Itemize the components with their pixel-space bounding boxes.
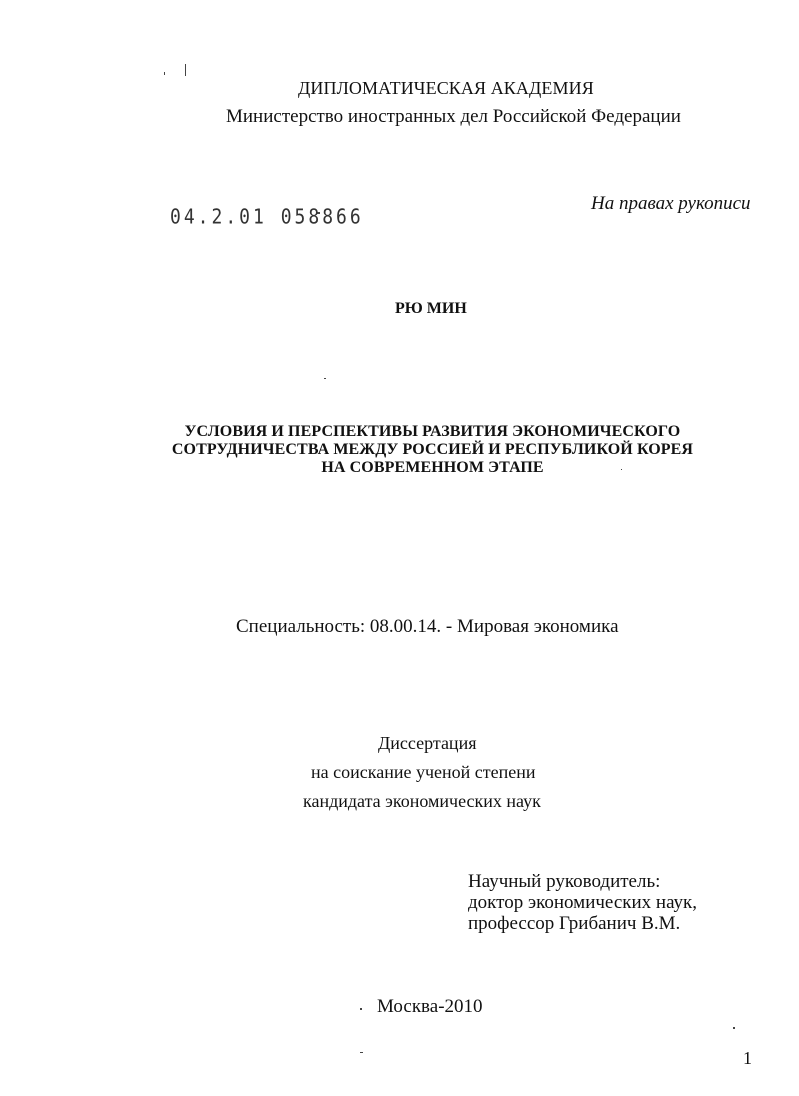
scan-speck [164,72,165,75]
scan-speck [324,378,326,379]
place-year: Москва-2010 [377,996,483,1017]
scan-speck [185,64,186,76]
page-number: 1 [743,1048,752,1068]
dissertation-line: Диссертация [378,733,477,753]
scan-speck [733,1027,735,1029]
academy-name: ДИПЛОМАТИЧЕСКАЯ АКАДЕМИЯ [298,78,594,98]
author-name: РЮ МИН [395,300,467,317]
supervisor-line: профессор Грибанич В.М. [468,913,681,934]
thesis-title-line: НА СОВРЕМЕННОМ ЭТАПЕ [321,459,544,476]
thesis-title-line: УСЛОВИЯ И ПЕРСПЕКТИВЫ РАЗВИТИЯ ЭКОНОМИЧЕСКОГО [184,423,681,440]
scan-speck [360,1008,362,1010]
supervisor-line: Научный руководитель: [468,871,661,892]
thesis-title-line: СОТРУДНИЧЕСТВА МЕЖДУ РОССИЕЙ И РЕСПУБЛИКОЙ КОРЕЯ [171,441,694,458]
ministry-name: Министерство иностранных дел Российской Федерации [226,106,681,127]
dissertation-line: кандидата экономических наук [303,791,541,811]
archive-stamp-number: 04.2.01 058866 [170,205,364,230]
manuscript-note: На правах рукописи [591,193,751,214]
dissertation-line: на соискание ученой степени [311,762,536,782]
specialty: Специальность: 08.00.14. - Мировая экономика [236,616,619,637]
scan-speck [360,1052,363,1053]
supervisor-line: доктор экономических наук, [468,892,698,913]
